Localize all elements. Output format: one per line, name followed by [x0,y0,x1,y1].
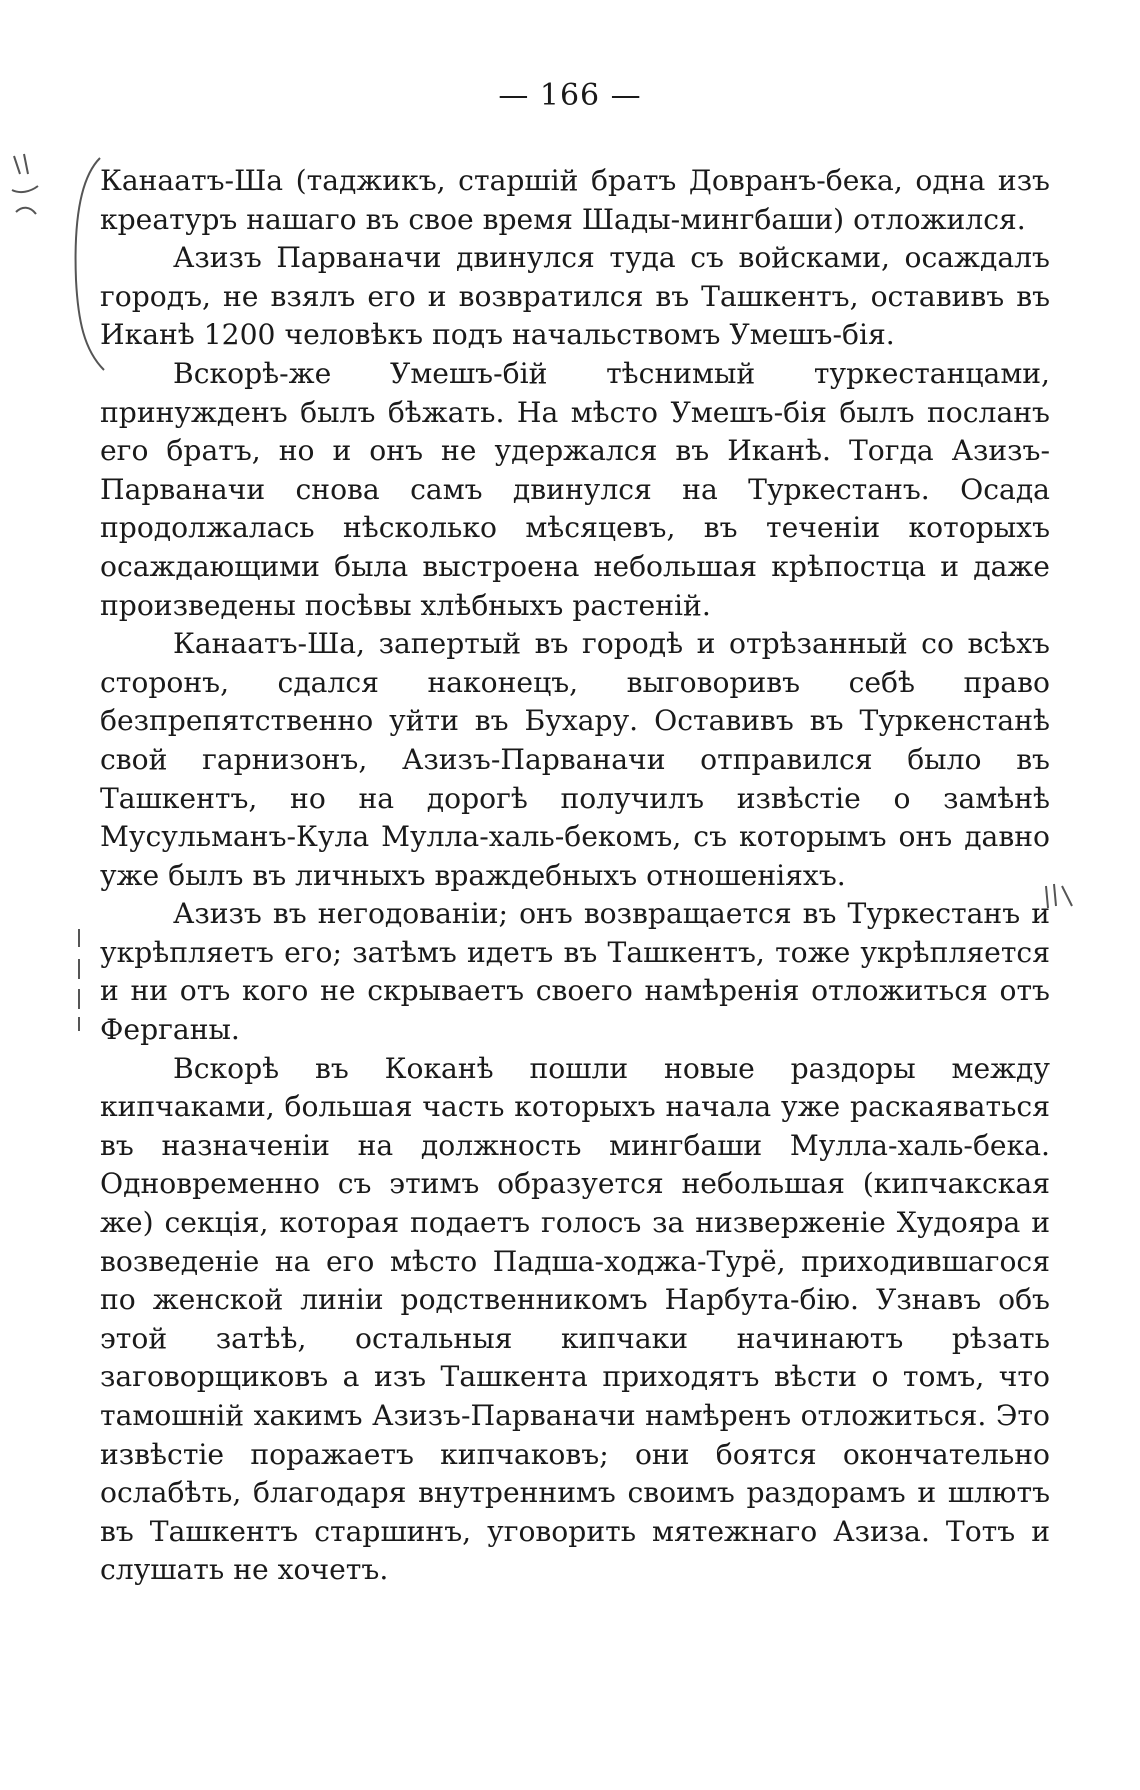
paragraph: Канаатъ-Ша, запертый въ городѣ и отрѣзанный со всѣхъ сторонъ, сдался наконецъ, выговоривъ себѣ право безпрепятственно уйти въ Бухару. Оставивъ въ Туркенстанѣ свой гарнизонъ, Азизъ-Парваначи отправился было въ Ташкентъ, но на дорогѣ получилъ извѣстіе о замѣнѣ Мусульманъ-Кула Мулла-халь-бекомъ, съ которымъ онъ давно уже былъ въ личныхъ враждебныхъ отношеніяхъ. [100,627,1050,892]
paragraph: Вскорѣ въ Коканѣ пошли новые раздоры между кипчаками, большая часть которыхъ начала уже раскаяваться въ назначеніи на должность мингбаши Мулла-халь-бека. Одновременно съ этимъ образуется небольшая (кипчакская же) секція, которая подаетъ голосъ за низверженіе Худояра и возведеніе на его мѣсто Падша-ходжа-Турё, приходившагося по женской линіи родственникомъ Нарбута-бію. Узнавъ объ этой затѣѣ, остальныя кипчаки начинаютъ рѣзать заговорщиковъ а изъ Ташкента приходятъ вѣсти о томъ, что тамошній хакимъ Азизъ-Парваначи намѣренъ отложиться. Это извѣстіе поражаетъ кипчаковъ; они боятся окончательно ослабѣть, благодаря внутреннимъ своимъ раздорамъ и шлютъ въ Ташкентъ старшинъ, уговорить мятежнаго Азиза. Тотъ и слушать не хочетъ. [100,1051,1050,1587]
paragraph: Канаатъ-Ша (таджикъ, старшій братъ Довранъ-бека, одна изъ креатуръ нашаго въ свое время Шады-мингбаши) отложился. [100,164,1050,236]
pencil-scribble-mark [6,150,46,230]
page-number: — 166 — [498,78,642,113]
paragraph: Азизъ въ негодованіи; онъ возвращается въ Туркестанъ и укрѣпляетъ его; затѣмъ идетъ въ Ташкентъ, тоже укрѣпляется и ни отъ кого не скрываетъ своего намѣренія отложиться отъ Ферганы. [100,897,1050,1047]
paragraph: Азизъ Парваначи двинулся туда съ войсками, осаждалъ городъ, не взялъ его и возвратился въ Ташкентъ, оставивъ въ Иканѣ 1200 человѣкъ подъ начальствомъ Умешъ-бія. [100,241,1050,352]
pencil-line-mark [72,925,86,1035]
paragraph: Вскорѣ-же Умешъ-бій тѣснимый туркестанцами, принужденъ былъ бѣжать. На мѣсто Умешъ-бія былъ посланъ его братъ, но и онъ не удержался въ Иканѣ. Тогда Азизъ-Парваначи снова самъ двинулся на Туркестанъ. Осада продолжалась нѣсколько мѣсяцевъ, въ теченіи которыхъ осаждающими была выстроена небольшая крѣпостца и даже произведены посѣвы хлѣбныхъ растеній. [100,356,1050,622]
body-text [100,162,1050,1590]
